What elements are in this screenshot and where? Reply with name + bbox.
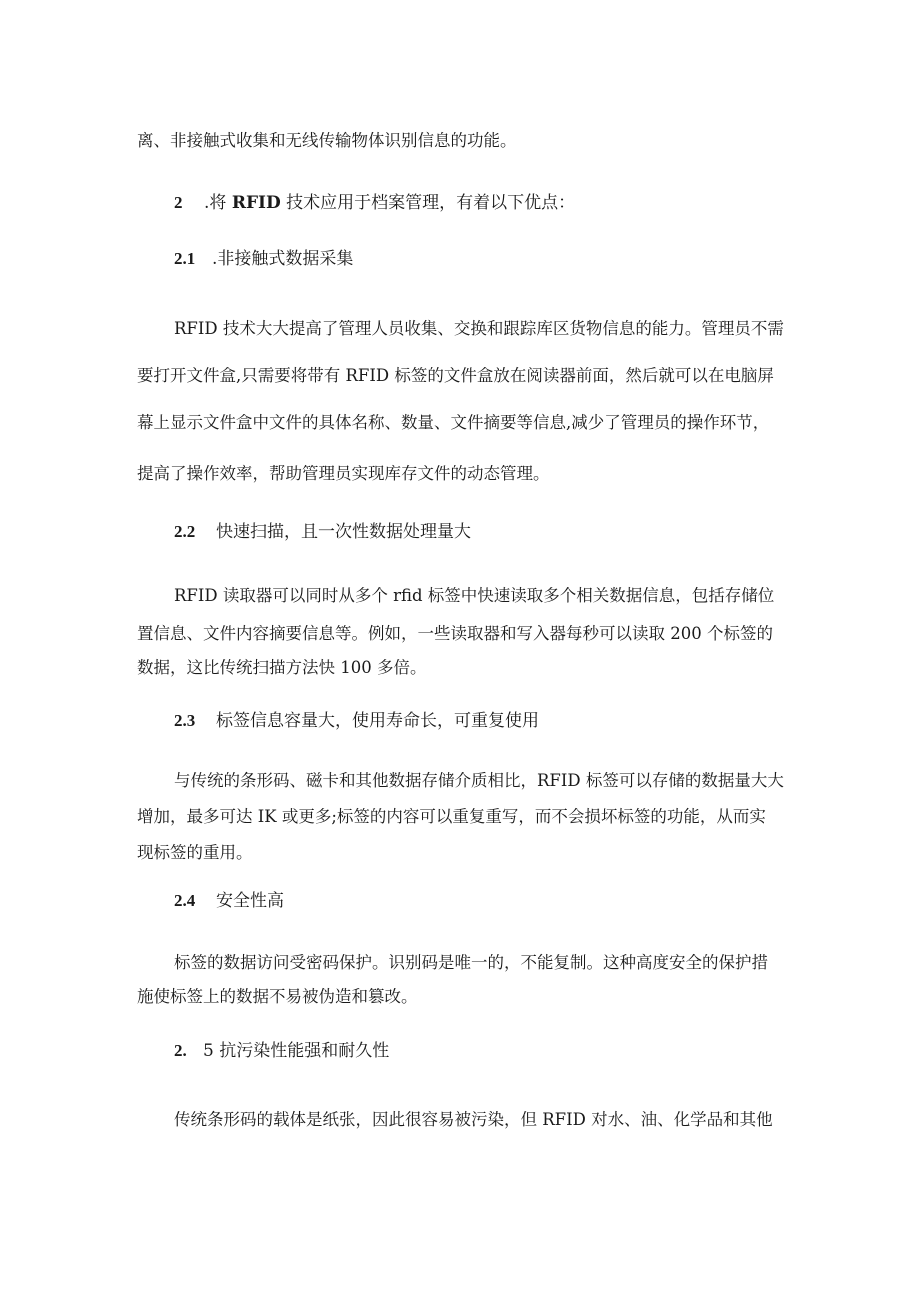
paragraph-line: 传统条形码的载体是纸张，因此很容易被污染，但 RFID 对水、油、化学品和其他 bbox=[174, 1110, 773, 1129]
paragraph-line: 幕上显示文件盒中文件的具体名称、数量、文件摘要等信息,减少了管理员的操作环节， bbox=[137, 413, 770, 432]
heading-bold-term: RFID bbox=[231, 193, 281, 213]
heading-title: 安全性高 bbox=[216, 891, 284, 911]
heading-suffix: 技术应用于档案管理，有着以下优点： bbox=[280, 193, 576, 213]
heading-title: .非接触式数据采集 bbox=[212, 249, 354, 269]
paragraph-line: 要打开文件盒,只需要将带有 RFID 标签的文件盒放在阅读器前面，然后就可以在电脑屏 bbox=[137, 366, 774, 385]
paragraph-line: RFID 读取器可以同时从多个 rfid 标签中快速读取多个相关数据信息，包括存储位 bbox=[174, 586, 775, 605]
section-heading-2-1 bbox=[174, 249, 353, 269]
heading-prefix: .将 bbox=[204, 193, 232, 213]
paragraph-line: 离、非接触式收集和无线传输物体识别信息的功能。 bbox=[137, 131, 517, 150]
paragraph-line: 置信息、文件内容摘要信息等。例如，一些读取器和写入器每秒可以读取 200 个标签的 bbox=[137, 624, 773, 643]
heading-title: 标签信息容量大，使用寿命长，可重复使用 bbox=[216, 711, 539, 731]
section-number: 2.1 bbox=[174, 249, 196, 268]
section-heading-2 bbox=[174, 193, 575, 213]
paragraph-line: 增加，最多可达 IK 或更多;标签的内容可以重复重写，而不会损坏标签的功能，从而实 bbox=[137, 807, 766, 826]
paragraph-line: 提高了操作效率，帮助管理员实现库存文件的动态管理。 bbox=[137, 464, 550, 483]
section-heading-2-2 bbox=[174, 522, 471, 542]
paragraph-line: 数据，这比传统扫描方法快 100 多倍。 bbox=[137, 658, 427, 677]
section-heading-2-4 bbox=[174, 891, 284, 911]
section-number: 2.4 bbox=[174, 891, 196, 910]
paragraph-line: RFID 技术大大提高了管理人员收集、交换和跟踪库区货物信息的能力。管理员不需 bbox=[174, 319, 784, 338]
section-heading-2-5 bbox=[174, 1041, 389, 1061]
heading-title: 快速扫描，且一次性数据处理量大 bbox=[216, 522, 471, 542]
paragraph-line: 标签的数据访问受密码保护。识别码是唯一的，不能复制。这种高度安全的保护措 bbox=[174, 953, 768, 972]
section-number: 2.2 bbox=[174, 522, 196, 541]
section-heading-2-3 bbox=[174, 711, 539, 731]
paragraph-line: 施使标签上的数据不易被伪造和篡改。 bbox=[137, 987, 418, 1006]
section-number: 2. bbox=[174, 1041, 187, 1060]
section-number: 2.3 bbox=[174, 711, 196, 730]
heading-title: 5 抗污染性能强和耐久性 bbox=[203, 1041, 390, 1061]
section-number: 2 bbox=[174, 193, 183, 212]
paragraph-line: 现标签的重用。 bbox=[137, 843, 253, 862]
paragraph-line: 与传统的条形码、磁卡和其他数据存储介质相比，RFID 标签可以存储的数据量大大 bbox=[174, 771, 784, 790]
